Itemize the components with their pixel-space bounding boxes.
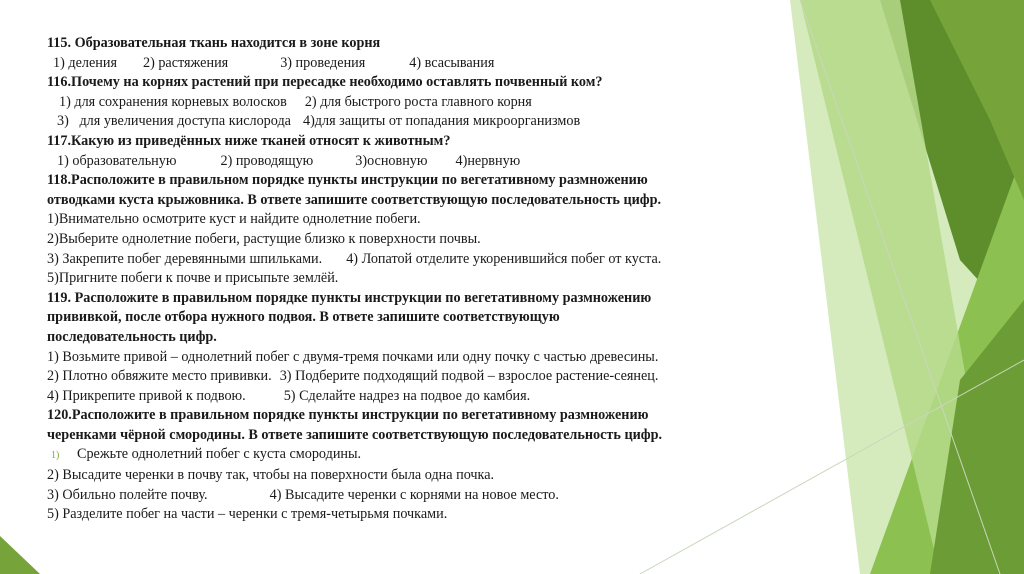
q117-options [47,152,817,172]
q119-step-4: 4) Прикрепите привой к подвою. [47,387,246,404]
q116-option-4: 4)для защиты от попадания микроорганизмов [302,113,581,130]
q119-steps-2-3 [47,367,817,387]
q120-step-1-row [47,445,817,466]
q119-step-2: 2) Плотно обвяжите место прививки. [47,368,272,385]
q118-step-3: 3) Закрепите побег деревянными шпильками. [47,250,323,267]
q120-title-line-2: черенками чёрной смородины. В ответе запишите соответствующую последовательность цифр. [47,426,663,443]
q115-option-3: 3) проведения [280,54,366,71]
q117-option-2: 2) проводящую [220,152,314,169]
q116-option-2: 2) для быстрого роста главного корня [304,93,532,110]
q118-title-line-1: 118.Расположите в правильном порядке пункты инструкции по вегетативному размножению [47,172,648,189]
q117-title: 117.Какую из приведённых ниже тканей относят к животным? [47,132,451,149]
q116-title: 116.Почему на корнях растений при пересадке необходимо оставлять почвенный ком? [47,74,603,91]
q119-steps-4-5 [47,387,817,407]
q120-step-2: 2) Высадите черенки в почву так, чтобы на поверхности была одна почка. [47,467,495,484]
q115-options [47,54,817,74]
q118-step-4: 4) Лопатой отделите укоренившийся побег от куста. [346,250,662,267]
q118-steps-3-4 [47,250,817,270]
document-text [47,34,817,525]
q115-option-2: 2) растяжения [142,54,229,71]
q120-bullet-number: 1) [51,450,60,462]
q119-title-line-1: 119. Расположите в правильном порядке пункты инструкции по вегетативному размножению [47,289,652,306]
q118-step-5: 5)Пригните побеги к почве и присыпьте землёй. [47,270,339,287]
q120-step-1: Срежьте однолетний побег с куста смородины. [77,446,362,463]
q117-option-3: 3)основную [355,152,428,169]
q120-title-line-1: 120.Расположите в правильном порядке пункты инструкции по вегетативному размножению [47,407,649,424]
q117-option-1: 1) образовательную [57,152,177,169]
q116-options-row2 [47,112,817,132]
q119-title-line-2: прививкой, после отбора нужного подвоя. В ответе запишите соответствующую [47,309,560,326]
q120-step-4: 4) Высадите черенки с корнями на новое место. [269,486,559,503]
q115-title: 115. Образовательная ткань находится в зоне корня [47,35,381,51]
q115-option-4: 4) всасывания [409,54,495,71]
q116-options-row1 [47,93,817,113]
q116-option-3: 3) для увеличения доступа кислорода [57,113,291,130]
q120-step-3: 3) Обильно полейте почву. [47,486,208,503]
q120-steps-3-4 [47,486,817,506]
q117-option-4: 4)нервную [455,152,521,169]
q118-step-2: 2)Выберите однолетние побеги, растущие близко к поверхности почвы. [47,230,481,247]
q119-step-1: 1) Возьмите привой – однолетний побег с двумя-тремя почками или одну почку с частью древесины. [47,348,659,365]
left-bottom-triangle [0,536,40,574]
q118-title-line-2: отводками куста крыжовника. В ответе запишите соответствующую последовательность цифр. [47,191,662,208]
q120-step-5: 5) Разделите побег на части – черенки с тремя-четырьмя почками. [47,506,448,523]
q116-option-1: 1) для сохранения корневых волосков [59,93,287,110]
q119-step-5: 5) Сделайте надрез на подвое до камбия. [283,387,531,404]
q119-step-3: 3) Подберите подходящий подвой – взрослое растение-сеянец. [279,368,659,385]
q119-title-line-3: последовательность цифр. [47,328,217,345]
q115-option-1: 1) деления [53,54,117,71]
q118-step-1: 1)Внимательно осмотрите куст и найдите однолетние побеги. [47,211,421,228]
